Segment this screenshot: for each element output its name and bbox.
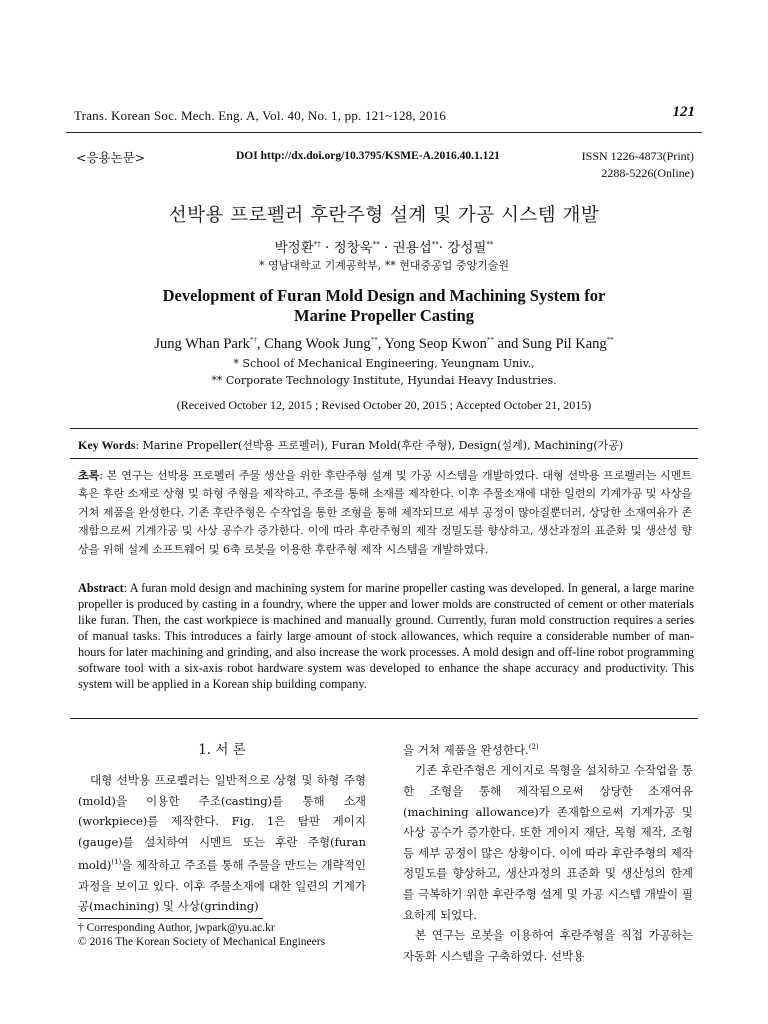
keywords-bottom-rule [70, 458, 698, 459]
korean-abstract-label: 초록 [78, 469, 100, 482]
left-p1-part-b: 을 제작하고 주조를 통해 주물을 만드는 개략적인 과정을 보이고 있다. 이후 주물소재에 대한 일련의 기계가공(machining) 및 사상(grinding) [78, 858, 366, 914]
english-affiliation-1: * School of Mechanical Engineering, Yeungnam Univ., [233, 357, 535, 370]
keywords [78, 437, 623, 453]
issn-print: ISSN 1226-4873(Print) [581, 149, 694, 163]
doi-link[interactable]: DOI http://dx.doi.org/10.3795/KSME-A.2016.40.1.121 [236, 150, 500, 162]
author-ko-2-mark: ** [372, 240, 380, 249]
right-paragraph-3: 본 연구는 로봇을 이용하여 후란주형을 직접 가공하는 자동화 시스템을 구축하였다. 선박용 [403, 928, 693, 963]
footnote [78, 922, 325, 949]
right-column-text [403, 737, 693, 966]
author-ko-2: 정창욱 [333, 240, 373, 256]
author-en-1: Jung Whan Park [154, 336, 250, 352]
section-heading-introduction: 1. 서 론 [198, 742, 246, 758]
abstract-bottom-rule [70, 718, 698, 719]
author-en-sep-1: , [256, 336, 265, 352]
author-ko-1-mark: *† [313, 240, 321, 249]
corresponding-author: † Corresponding Author, jwpark@yu.ac.kr [78, 922, 275, 934]
copyright-notice: © 2016 The Korean Society of Mechanical Engineers [78, 935, 326, 948]
english-authors [0, 336, 768, 353]
keywords-top-rule [70, 428, 698, 429]
english-abstract-text: : A furan mold design and machining system for marine propeller casting was developed. In general, a large marine propeller is produced by casting in a foundry, where the upper and lower molds are constructed of cement or other materials like furan. Then, the cast workpiece is machined and manually ground. Currently, furan mold construction requires a series of manual tasks. This introduces a fairly large amount of stock allowances, which require a considerable number of man-hours for later machining and grinding, and also increase the work processes. A mold design and off-line robot programming software tool with a six-axis robot hardware system was developed to enhance the shape accuracy and productivity. This system will be applied in a Korean ship building company. [78, 581, 694, 691]
journal-citation: Trans. Korean Soc. Mech. Eng. A, Vol. 40, No. 1, pp. 121~128, 2016 [74, 108, 447, 123]
english-affiliation-2: ** Corporate Technology Institute, Hyundai Heavy Industries. [211, 374, 557, 387]
right-paragraph-1 [403, 737, 693, 760]
korean-authors: 박정환*† · 정창욱** · 권용섭**· 강성필** [274, 240, 494, 256]
paper-category: <응용논문> [76, 150, 146, 165]
english-title [0, 286, 768, 326]
left-column-text [78, 770, 366, 917]
header-rule [66, 132, 702, 133]
author-en-4: Sung Pil Kang [522, 336, 607, 352]
author-ko-4-mark: ** [486, 240, 494, 249]
english-title-line1: Development of Furan Mold Design and Machining System for [162, 286, 606, 305]
author-ko-4: 강성필 [447, 240, 487, 256]
author-en-4-mark: ** [606, 336, 614, 345]
left-p1-part-a: 대형 선박용 프로펠러는 일반적으로 상형 및 하형 주형(mold)을 이용한 주조(casting)를 통해 소재(workpiece)를 제작한다. Fig. 1은 탐판 게이지(gauge)를 설치하여 시멘트 또는 후란 주형(furan mold) [78, 773, 366, 873]
author-en-and: and [493, 336, 523, 352]
right-p1-text: 을 거쳐 제품을 완성한다. [403, 742, 529, 757]
author-ko-1: 박정환 [274, 240, 314, 256]
english-abstract-label: Abstract [78, 581, 124, 595]
english-title-line2: Marine Propeller Casting [294, 306, 474, 325]
author-ko-3: 권용섭 [392, 240, 432, 256]
author-en-sep-2: , [377, 336, 385, 352]
author-ko-3-mark: ** [431, 240, 439, 249]
page-number: 121 [672, 104, 695, 120]
author-en-1-mark: *† [249, 336, 257, 345]
korean-title: 선박용 프로펠러 후란주형 설계 및 가공 시스템 개발 [168, 205, 600, 226]
author-en-3-mark: ** [486, 336, 494, 345]
right-p1-ref: (2) [528, 743, 539, 751]
footnote-rule [78, 918, 263, 919]
korean-abstract-text: : 본 연구는 선박용 프로펠러 주물 생산을 위한 후란주형 설계 및 가공 시스템을 개발하였다. 대형 선박용 프로펠러는 시멘트 혹은 후란 소재로 상형 및 하형 주형을 제작하고, 주조를 통해 소재를 제작한다. 이후 주물소재에 대한 일련의 기계가공 및 사상을 거쳐 제품을 완성한다. 기존 후란주형은 수작업을 통한 조형을 통해 제작되므로 세부 공정이 많아질뿐더러, 상당한 소재여유가 존재함으로써 기계가공 및 사상 공수가 증가한다. 이에 따라 후란주형의 제작 정밀도를 향상하고, 생산과정의 표준화 및 생산성 향상을 위해 설계 소프트웨어 및 6축 로봇을 이용한 후란주형 제작 시스템을 개발하였다. [78, 469, 692, 556]
received-dates: (Received October 12, 2015 ; Revised October 20, 2015 ; Accepted October 21, 2015) [176, 398, 592, 412]
author-en-2: Chang Wook Jung [264, 336, 371, 352]
issn-block [582, 148, 694, 182]
keywords-text: : Marine Propeller(선박용 프로펠러), Furan Mold(후란 주형), Design(설계), Machining(가공) [135, 439, 624, 452]
right-paragraph-2: 기존 후란주형은 게이지로 목형을 설치하고 수작업을 통한 조형을 통해 제작됨으로써 상당한 소재여유(machining allowance)가 존재함으로써 기계가공 및 사상 공수가 증가한다. 또한 게이지 재단, 목형 제작, 조형 등 세부 공정이 많은 상황이다. 이에 따라 후란주형의 제작 정밀도를 향상하고, 생산과정의 표준화 및 생산성의 한계를 극복하기 위한 후란주형 설계 및 가공 시스템 개발이 필요하게 되었다. [403, 763, 693, 922]
left-paragraph-1 [78, 770, 366, 917]
author-en-3: Yong Seop Kwon [384, 336, 487, 352]
author-en-2-mark: ** [370, 336, 378, 345]
left-p1-ref: (1) [111, 858, 122, 867]
issn-online: 2288-5226(Online) [601, 166, 694, 180]
english-abstract [78, 580, 694, 692]
keywords-label: Key Words [78, 438, 136, 452]
korean-affiliation: * 영남대학교 기계공학부, ** 현대중공업 중앙기술원 [259, 259, 509, 272]
korean-abstract [78, 467, 692, 559]
